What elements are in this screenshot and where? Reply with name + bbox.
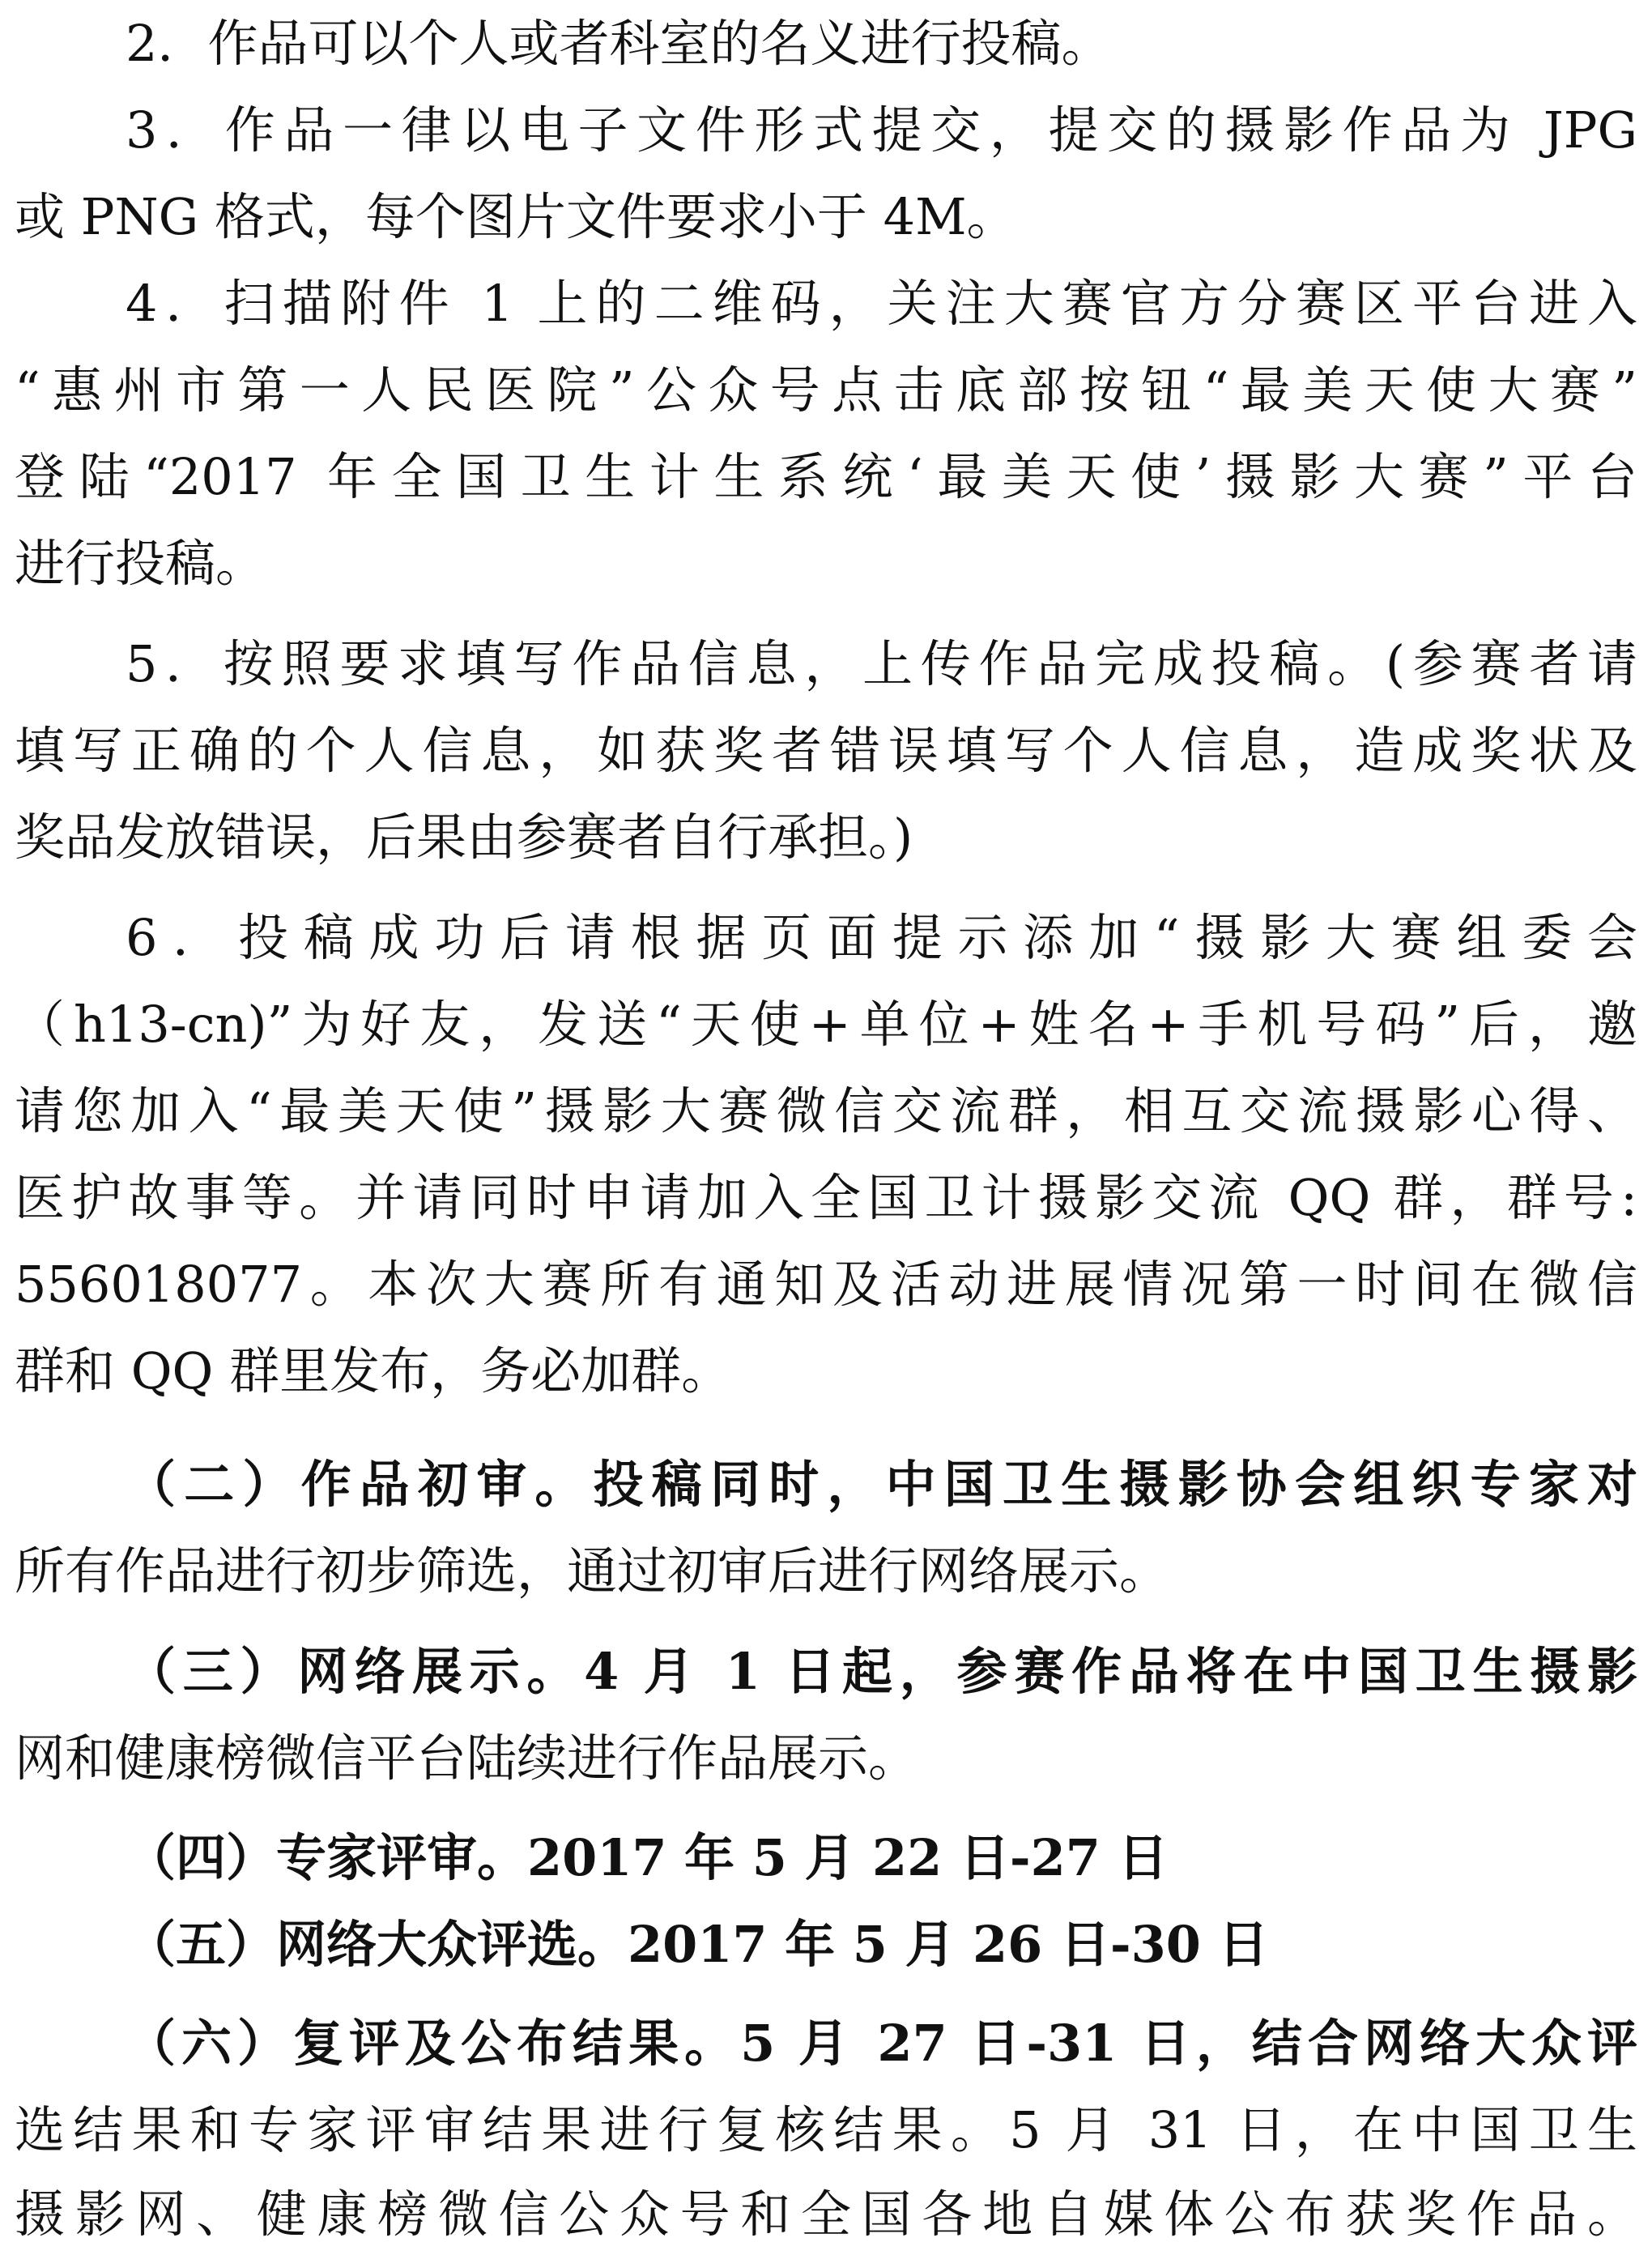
text-line: 填写正确的个人信息，如获奖者错误填写个人信息，造成奖状及	[15, 721, 1637, 780]
text-line: 556018077。本次大赛所有通知及活动进展情况第一时间在微信	[15, 1255, 1637, 1314]
section-heading-line: （五）网络大众评选。2017 年 5 月 26 日-30 日	[126, 1915, 1269, 1974]
text-line: 登陆“2017 年全国卫生计生系统‘最美天使’摄影大赛”平台	[15, 447, 1637, 506]
text-line: 摄影网、健康榜微信公众号和全国各地自媒体公布获奖作品。	[15, 2185, 1637, 2244]
text-line: （h13-cn)”为好友，发送“天使+单位+姓名+手机号码”后，邀	[15, 995, 1637, 1054]
text-line: 选结果和专家评审结果进行复核结果。5 月 31 日，在中国卫生	[15, 2100, 1637, 2159]
section-heading-line: （六）复评及公布结果。5 月 27 日-31 日，结合网络大众评	[126, 2014, 1637, 2073]
text-line: 5．按照要求填写作品信息，上传作品完成投稿。(参赛者请	[126, 634, 1637, 693]
text-line: 所有作品进行初步筛选，通过初审后进行网络展示。	[15, 1541, 1170, 1601]
text-line: 进行投稿。	[15, 534, 266, 593]
section-heading-line: （三）网络展示。4 月 1 日起，参赛作品将在中国卫生摄影	[126, 1642, 1637, 1701]
section-heading-line: （四）专家评审。2017 年 5 月 22 日-27 日	[126, 1828, 1169, 1887]
text-line: 网和健康榜微信平台陆续进行作品展示。	[15, 1729, 919, 1788]
text-line: 4．扫描附件 1 上的二维码，关注大赛官方分赛区平台进入	[126, 274, 1637, 333]
text-line: 2．作品可以个人或者科室的名义进行投稿。	[126, 14, 1112, 73]
text-line: 或 PNG 格式，每个图片文件要求小于 4M。	[15, 187, 1017, 246]
text-line: 6．投稿成功后请根据页面提示添加“摄影大赛组委会	[126, 908, 1637, 967]
text-line: 请您加入“最美天使”摄影大赛微信交流群，相互交流摄影心得、	[15, 1081, 1637, 1140]
text-line: 奖品发放错误，后果由参赛者自行承担。)	[15, 808, 913, 867]
section-heading-line: （二）作品初审。投稿同时，中国卫生摄影协会组织专家对	[126, 1455, 1637, 1514]
text-line: 3．作品一律以电子文件形式提交，提交的摄影作品为 JPG	[126, 100, 1637, 160]
text-line: “惠州市第一人民医院”公众号点击底部按钮“最美天使大赛”	[15, 360, 1637, 420]
text-line: 医护故事等。并请同时申请加入全国卫计摄影交流 QQ 群，群号:	[15, 1168, 1637, 1227]
text-line: 群和 QQ 群里发布，务必加群。	[15, 1341, 732, 1400]
